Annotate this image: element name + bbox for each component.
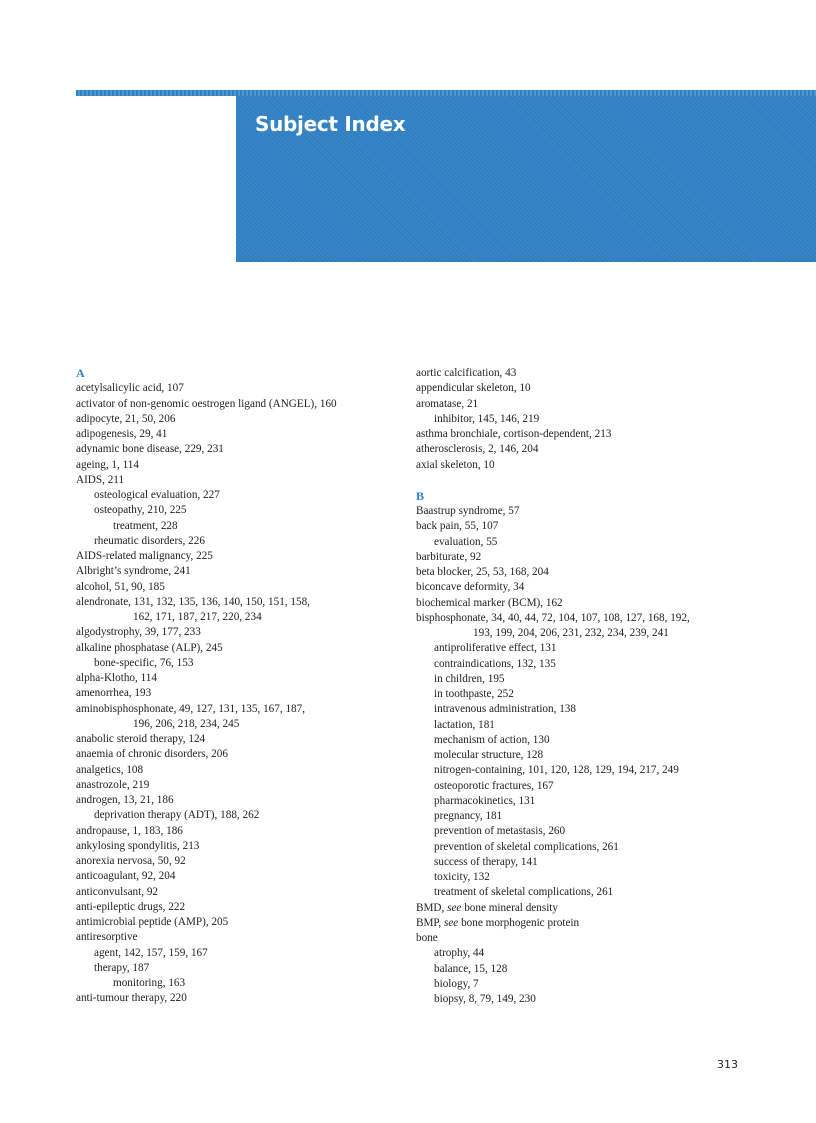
index-entry: biconcave deformity, 34 [416, 581, 525, 594]
index-entry: alendronate, 131, 132, 135, 136, 140, 150, 151, 158, [76, 595, 310, 608]
index-subentry: osteoporotic fractures, 167 [434, 779, 554, 792]
index-entry: bone [416, 932, 438, 944]
index-subentry: treatment, 228 [113, 519, 178, 532]
index-entry: alcohol, 51, 90, 185 [76, 580, 165, 593]
index-subentry: prevention of metastasis, 260 [434, 825, 566, 838]
index-entry: Baastrup syndrome, 57 [416, 505, 520, 517]
index-subentry: inhibitor, 145, 146, 219 [434, 412, 540, 425]
index-entry-continuation: 162, 171, 187, 217, 220, 234 [133, 611, 262, 623]
index-subentry: pharmacokinetics, 131 [434, 794, 536, 807]
index-entry: acetylsalicylic acid, 107 [76, 382, 184, 395]
index-entry: anti-tumour therapy, 220 [76, 992, 187, 1005]
index-entry: adynamic bone disease, 229, 231 [76, 443, 224, 456]
index-subentry: bone-specific, 76, 153 [94, 656, 194, 669]
index-entry: anastrozole, 219 [76, 778, 150, 791]
index-entry: analgetics, 108 [76, 763, 144, 776]
index-entry: androgen, 13, 21, 186 [76, 794, 174, 806]
index-entry: appendicular skeleton, 10 [416, 382, 531, 395]
index-subentry: prevention of skeletal complications, 261 [434, 840, 619, 853]
index-subentry: mechanism of action, 130 [434, 733, 550, 746]
index-subentry: treatment of skeletal complications, 261 [434, 886, 614, 899]
see-reference: see [447, 901, 462, 914]
index-subentry: lactation, 181 [434, 718, 495, 731]
index-subentry: osteopathy, 210, 225 [94, 504, 187, 517]
index-subentry: pregnancy, 181 [434, 810, 503, 822]
index-entry-continuation: 196, 206, 218, 234, 245 [133, 717, 240, 730]
index-entry: algodystrophy, 39, 177, 233 [76, 626, 201, 639]
index-entry: antimicrobial peptide (AMP), 205 [76, 916, 229, 928]
index-entry: barbiturate, 92 [416, 550, 482, 563]
index-entry: aortic calcification, 43 [416, 367, 517, 379]
index-entry: anabolic steroid therapy, 124 [76, 733, 206, 745]
index-entry: back pain, 55, 107 [416, 520, 499, 533]
index-entry [416, 916, 756, 931]
page-title: Subject Index [255, 112, 406, 136]
index-subentry: monitoring, 163 [113, 977, 186, 989]
index-entry: ankylosing spondylitis, 213 [76, 839, 200, 852]
index-entry: amenorrhea, 193 [76, 687, 152, 700]
index-subentry: nitrogen-containing, 101, 120, 128, 129, 194, 217, 249 [434, 764, 679, 777]
entry-term: BMP, [416, 916, 444, 929]
index-entry: alkaline phosphatase (ALP), 245 [76, 641, 223, 654]
index-entry-continuation: 193, 199, 204, 206, 231, 232, 234, 239, 241 [473, 627, 669, 639]
index-entry: aromatase, 21 [416, 397, 479, 410]
see-reference: see [443, 916, 459, 929]
index-subentry: in toothpaste, 252 [434, 688, 514, 700]
index-subentry: biology, 7 [434, 977, 479, 990]
index-entry: AIDS-related malignancy, 225 [76, 550, 213, 562]
index-entry: anticonvulsant, 92 [76, 885, 159, 898]
index-subentry: evaluation, 55 [434, 535, 498, 548]
index-entry [416, 901, 756, 916]
index-letter-heading: A [76, 366, 85, 380]
index-subentry: atrophy, 44 [434, 947, 485, 960]
index-entry: anorexia nervosa, 50, 92 [76, 855, 186, 867]
index-entry: biochemical marker (BCM), 162 [416, 596, 563, 609]
index-column-left [76, 366, 416, 1007]
index-entry: andropause, 1, 183, 186 [76, 824, 183, 837]
entry-term: BMD, [416, 901, 448, 914]
page-number: 313 [717, 1058, 738, 1071]
index-entry: activator of non-genomic oestrogen ligand (ANGEL), 160 [76, 397, 337, 410]
index-subentry: contraindications, 132, 135 [434, 657, 556, 670]
index-subentry: molecular structure, 128 [434, 749, 544, 761]
index-entry: anti-epileptic drugs, 222 [76, 900, 186, 913]
index-entry: antiresorptive [76, 931, 138, 944]
index-subentry: rheumatic disorders, 226 [94, 534, 205, 547]
see-target: bone mineral density [461, 901, 559, 914]
index-entry: atherosclerosis, 2, 146, 204 [416, 443, 539, 456]
index-subentry: deprivation therapy (ADT), 188, 262 [94, 809, 260, 822]
index-subentry: balance, 15, 128 [434, 962, 508, 975]
index-entry: asthma bronchiale, cortison-dependent, 213 [416, 428, 612, 440]
index-entry: axial skeleton, 10 [416, 458, 495, 471]
index-subentry: osteological evaluation, 227 [94, 489, 220, 501]
index-entry: adipocyte, 21, 50, 206 [76, 412, 176, 425]
index-letter-heading: B [416, 488, 425, 503]
title-banner [236, 96, 816, 262]
index-entry: anaemia of chronic disorders, 206 [76, 748, 228, 761]
index-subentry: biopsy, 8, 79, 149, 230 [434, 993, 536, 1005]
index-entry: anticoagulant, 92, 204 [76, 870, 176, 883]
index-subentry: therapy, 187 [94, 961, 150, 974]
index-entry: bisphosphonate, 34, 40, 44, 72, 104, 107, 108, 127, 168, 192, [416, 611, 690, 624]
see-target: bone morphogenic protein [458, 916, 580, 929]
index-subentry: intravenous administration, 138 [434, 703, 576, 716]
index-entry: alpha-Klotho, 114 [76, 672, 157, 684]
index-entry: Albright’s syndrome, 241 [76, 565, 191, 578]
index-subentry: toxicity, 132 [434, 871, 490, 883]
index-entry: beta blocker, 25, 53, 168, 204 [416, 566, 549, 578]
index-subentry: success of therapy, 141 [434, 855, 538, 868]
index-column-right [416, 366, 756, 1007]
index-entry: aminobisphosphonate, 49, 127, 131, 135, 167, 187, [76, 702, 306, 715]
index-entry: ageing, 1, 114 [76, 458, 139, 471]
index-entry: adipogenesis, 29, 41 [76, 428, 168, 440]
index-subentry: in children, 195 [434, 672, 505, 685]
index-subentry: antiproliferative effect, 131 [434, 642, 557, 655]
index-subentry: agent, 142, 157, 159, 167 [94, 946, 208, 959]
index-entry: AIDS, 211 [76, 473, 125, 486]
